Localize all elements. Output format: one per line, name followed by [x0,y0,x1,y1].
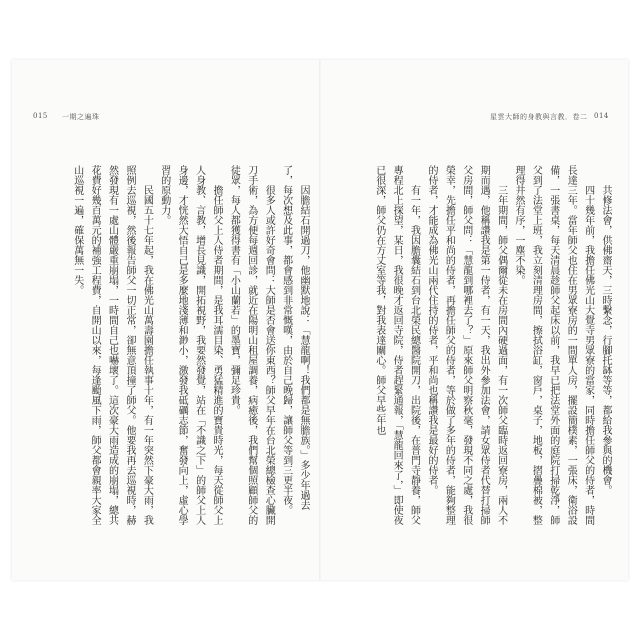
paragraph: 很多人或許好奇會問：大師是否會送你東西？師父早年在台北榮總檢查心臟開刀手術，為方便每週回診，就近在陽明山租屋調養，病癒後，我們幫個照顧師父的徒眾，每人都獲得書有「小山蘭若」的墨寶，彌足珍貴。 [228,165,275,525]
left-running-title: 一期之遍珠 [62,113,100,121]
paragraph: 民國五十七年起，我在佛光山萬壽園擔任執事十年，有一年突然下豪大雨，我照例去巡視，然後報告師父一切正常，卻無意頂撞了師父。他要我再去巡視時，赫然發現有一處山體嚴重崩塌，一時間自己也嚇壞了。這次豪大雨造成的崩塌，總共花費好幾百萬元的補強工程費，自開山以來，每逢颱風下雨，師父都會親率大家全山巡視一遍，確保萬無一失。 [71,165,153,525]
left-page-number: 015 [33,112,48,120]
book-gutter [319,60,321,580]
right-page-body [324,165,614,525]
paragraph: 共修法會，供佛齋天，三時繫念，行腳托缽等等，都給我參與的機會。 [600,185,611,495]
right-running-title: 星雲大師的身教與言教．卷二 [490,113,588,121]
paragraph: 三年期間，師父偶爾從未在房間內硬過面，有一次師父臨時返回寮房，兩人不期而遇，他稱讚我是第一侍者，有一天，我出外參加法會，請女眾侍者代替打掃師父房間，師父問：「慧龍到哪裡去了？」原來師父明察秋毫，發現不同之處，我很榮幸，先擔任平和尚的侍者，再擔任師父的侍者，等於做了多年的侍者，能夠整理的侍者，才能成為佛光山兩代住持的侍者，平和尚也稱讚我是最好的侍者。 [425,165,507,525]
left-page-body [71,165,312,525]
paragraph: 擔任師父上人侍者期間，是我耳濡目染、勇猛精進的寶貴時光，每天從師父上人身教、言教，增長見識，開拓視野，我要然發覺，站在「不識之下」的師父上人身邊，才恍然大悟自己是多麼地淺薄和渺小，激發我砥礪志節，奮發向上，虛心學習的原動力。 [158,165,222,525]
paragraph: 四十幾年前，我擔任佛光山大覺寺男眾寮的當家，同時擔任師父的侍者，時間長達三年。當年師父也住在男眾寮房的一間單人房，擺設簡樸素，一張床，衛浴設備，一張書桌，每天清晨趁師父起床以前，我早已把法堂外面的庭院打掃乾淨，師父到了法堂上班，我立刻清理房間，擦拭浴缸，窗戶，桌子，地板，摺疊棉被，整理得井然有序，一塵不染。 [512,165,594,525]
paragraph: 有一年，我因膽囊結石到台北榮民總醫院開刀，出院後，在普門寺靜養，師父專程北上探望，某日，我很晚才返回寺院，侍者趕緊通報，「慧龍回來了，」即使夜已很深，師父仍在方丈室等我，對我表達關心。師父早些年也 [373,165,420,525]
paragraph: 因膽結石開過刀，他幽默地說：「慧龍啊！我們都是無膽族。」多少年過去了，每次想及此事，都會感到非常慨嘆，由於自己晚歸，讓師父等到三更半夜。 [280,165,309,515]
right-page-number: 014 [594,112,609,120]
